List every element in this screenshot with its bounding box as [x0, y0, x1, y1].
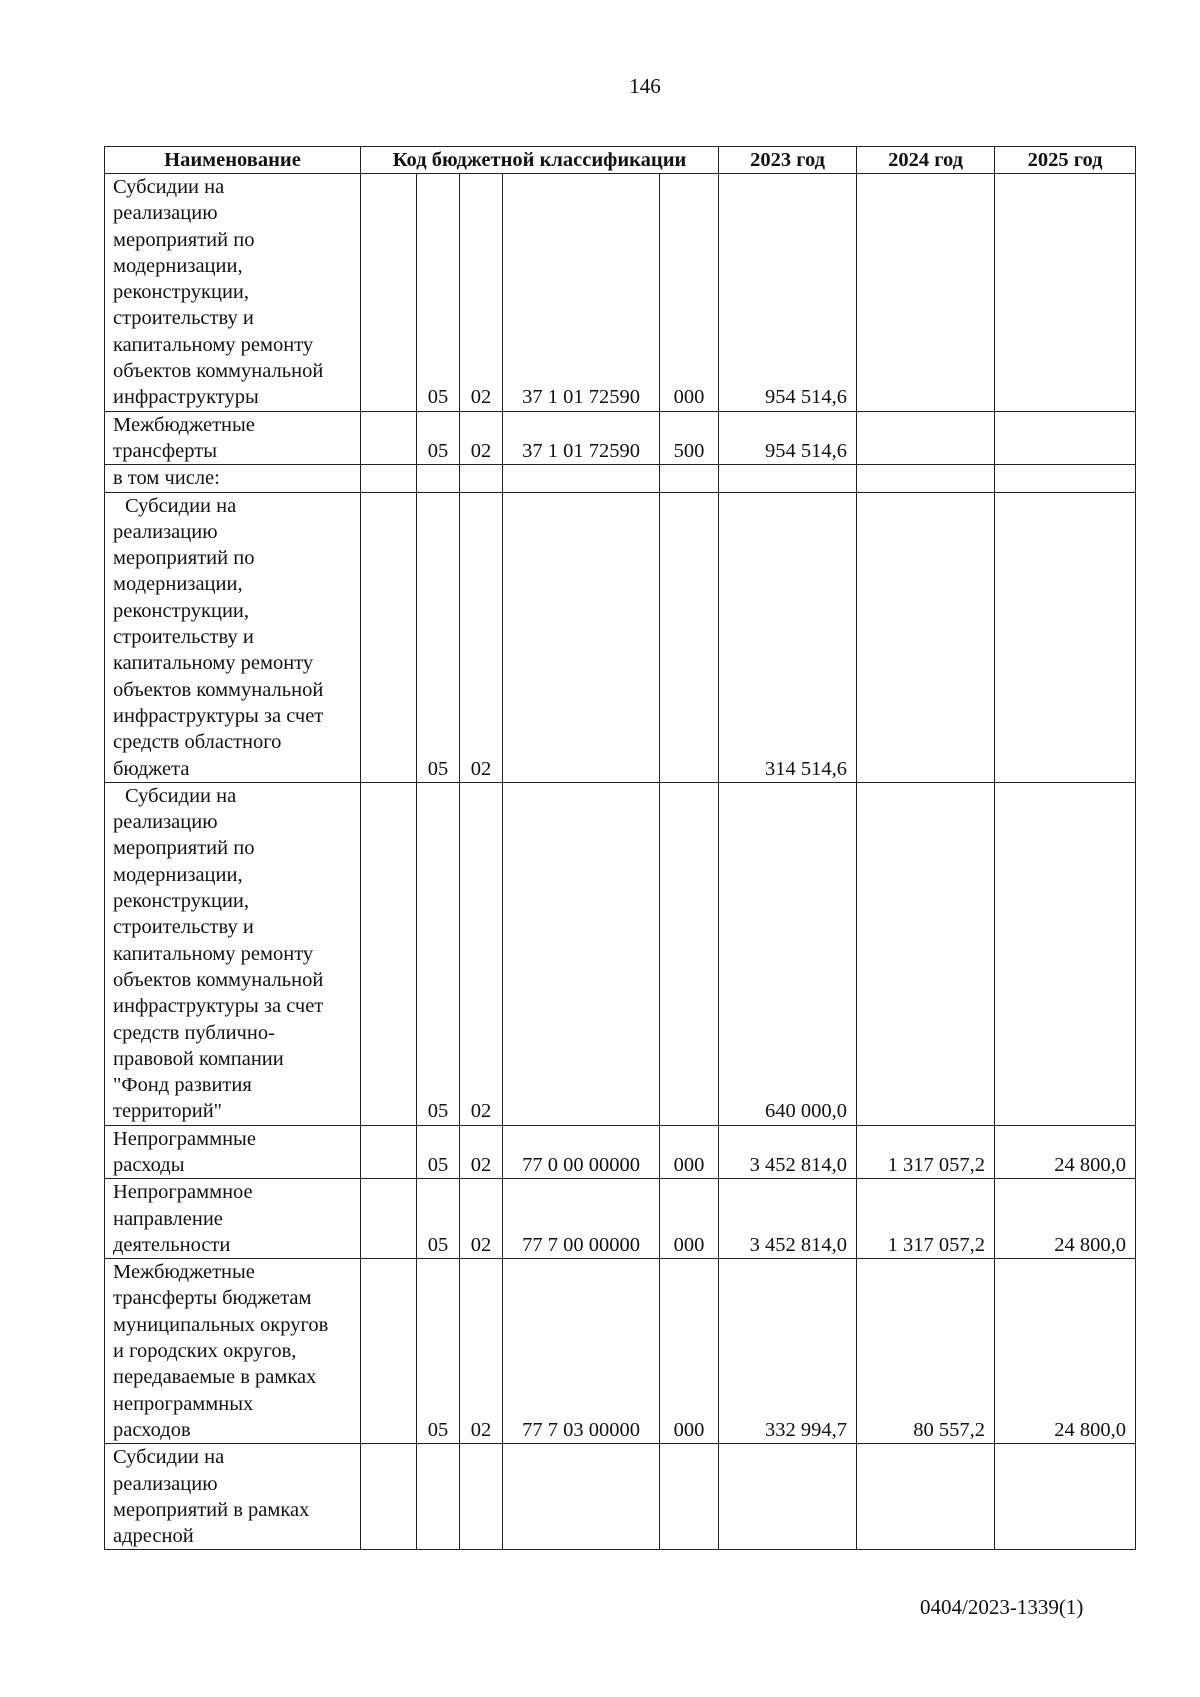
cell-2023: 954 514,6	[719, 174, 857, 412]
cell-name	[105, 411, 361, 465]
cell-name-line: мероприятий по	[113, 547, 255, 570]
cell-subsection	[460, 465, 503, 492]
cell-name-line: реконструкции,	[113, 890, 250, 913]
cell-name-line: объектов коммунальной	[113, 968, 324, 991]
cell-name-line: реализацию	[113, 811, 218, 834]
cell-name-line: Непрограммное	[113, 1181, 253, 1204]
cell-subsection	[460, 1444, 503, 1550]
cell-name-line: Субсидии на	[113, 176, 225, 198]
table-row	[105, 174, 1136, 412]
cell-expense-type	[660, 465, 719, 492]
cell-name-line: реконструкции,	[113, 281, 250, 304]
cell-name-line: инфраструктуры за счет	[113, 704, 324, 727]
cell-name-line: трансферты	[113, 439, 217, 462]
cell-2025	[995, 465, 1136, 492]
cell-name-line: капитальному ремонту	[113, 652, 314, 675]
cell-name-line: Межбюджетные	[113, 1261, 255, 1284]
cell-section: 05	[417, 411, 460, 465]
cell-name-line: "Фонд развития	[113, 1074, 252, 1097]
table-row	[105, 782, 1136, 1125]
cell-subsection: 02	[460, 782, 503, 1125]
cell-name-line: мероприятий по	[113, 837, 255, 860]
cell-name-line: объектов коммунальной	[113, 678, 324, 701]
cell-2024	[857, 782, 995, 1125]
cell-subsection: 02	[460, 174, 503, 412]
cell-section: 05	[417, 174, 460, 412]
document-number: 0404/2023-1339(1)	[920, 1595, 1084, 1619]
cell-gr	[361, 782, 417, 1125]
cell-name-line: мероприятий в рамках	[113, 1498, 310, 1521]
cell-2025: 24 800,0	[995, 1259, 1136, 1444]
cell-target-article: 77 7 03 00000	[503, 1259, 660, 1444]
cell-name-line: строительству и	[113, 626, 254, 649]
cell-2024	[857, 174, 995, 412]
table-row	[105, 492, 1136, 782]
cell-name-line: средств публично-	[113, 1021, 275, 1044]
cell-expense-type: 000	[660, 1259, 719, 1444]
cell-2023	[719, 465, 857, 492]
cell-section: 05	[417, 1259, 460, 1444]
cell-target-article	[503, 1444, 660, 1550]
cell-name-line: реализацию	[113, 520, 218, 543]
cell-gr	[361, 1259, 417, 1444]
cell-2023: 3 452 814,0	[719, 1125, 857, 1179]
table-row	[105, 1125, 1136, 1179]
cell-target-article: 77 0 00 00000	[503, 1125, 660, 1179]
cell-expense-type: 000	[660, 1179, 719, 1259]
cell-name-line: Субсидии на	[113, 1446, 225, 1469]
budget-table	[104, 146, 1136, 1550]
cell-2023	[719, 1444, 857, 1550]
table-row	[105, 1259, 1136, 1444]
cell-name-line: и городских округов,	[113, 1340, 297, 1363]
page-number: 146	[629, 74, 661, 98]
header-code: Код бюджетной классификации	[361, 147, 719, 174]
cell-expense-type: 000	[660, 1125, 719, 1179]
cell-subsection: 02	[460, 492, 503, 782]
cell-2024: 80 557,2	[857, 1259, 995, 1444]
cell-name-line: модернизации,	[113, 254, 243, 277]
cell-section: 05	[417, 1125, 460, 1179]
cell-name-line: в том числе:	[113, 467, 220, 490]
cell-name-line: территорий"	[113, 1100, 223, 1123]
table-row	[105, 1444, 1136, 1550]
cell-name-line: средств областного	[113, 731, 282, 754]
cell-name	[105, 492, 361, 782]
cell-name-line: направление	[113, 1207, 223, 1230]
cell-subsection: 02	[460, 1179, 503, 1259]
cell-name-line: реализацию	[113, 1472, 218, 1495]
cell-2024	[857, 411, 995, 465]
cell-name-line: бюджета	[113, 757, 190, 780]
cell-name-line: расходы	[113, 1153, 185, 1176]
cell-name-line: передаваемые в рамках	[113, 1366, 317, 1389]
cell-name-line: трансферты бюджетам	[113, 1287, 312, 1310]
cell-name	[105, 465, 361, 492]
cell-2024	[857, 465, 995, 492]
cell-name	[105, 1179, 361, 1259]
table-body	[105, 174, 1136, 1550]
cell-name	[105, 782, 361, 1125]
cell-name-line: Субсидии на	[125, 494, 237, 517]
cell-name-line: строительству и	[113, 307, 254, 330]
cell-section	[417, 1444, 460, 1550]
cell-gr	[361, 1444, 417, 1550]
cell-name-line: инфраструктуры	[113, 386, 259, 409]
cell-name	[105, 1444, 361, 1550]
cell-2024: 1 317 057,2	[857, 1179, 995, 1259]
cell-name-line: капитальному ремонту	[113, 333, 314, 356]
cell-subsection: 02	[460, 1259, 503, 1444]
cell-2023: 954 514,6	[719, 411, 857, 465]
cell-gr	[361, 492, 417, 782]
cell-expense-type	[660, 782, 719, 1125]
table-row	[105, 1179, 1136, 1259]
cell-target-article	[503, 465, 660, 492]
cell-name	[105, 1125, 361, 1179]
cell-2025	[995, 174, 1136, 412]
cell-name-line: строительству и	[113, 916, 254, 939]
cell-subsection: 02	[460, 411, 503, 465]
cell-2024	[857, 1444, 995, 1550]
header-2023: 2023 год	[719, 147, 857, 174]
cell-name	[105, 1259, 361, 1444]
cell-name-line: реконструкции,	[113, 599, 250, 622]
cell-name-line: Межбюджетные	[113, 413, 255, 436]
cell-target-article: 77 7 00 00000	[503, 1179, 660, 1259]
cell-2023: 314 514,6	[719, 492, 857, 782]
cell-2025	[995, 782, 1136, 1125]
cell-gr	[361, 174, 417, 412]
cell-gr	[361, 1179, 417, 1259]
cell-section: 05	[417, 492, 460, 782]
cell-expense-type: 500	[660, 411, 719, 465]
cell-name	[105, 174, 361, 412]
header-2025: 2025 год	[995, 147, 1136, 174]
cell-subsection: 02	[460, 1125, 503, 1179]
cell-2025	[995, 492, 1136, 782]
cell-name-line: адресной	[113, 1525, 194, 1548]
header-2024: 2024 год	[857, 147, 995, 174]
cell-2023: 3 452 814,0	[719, 1179, 857, 1259]
cell-gr	[361, 1125, 417, 1179]
cell-name-line: мероприятий по	[113, 228, 255, 251]
cell-name-line: Субсидии на	[125, 784, 237, 807]
cell-2023: 640 000,0	[719, 782, 857, 1125]
cell-target-article	[503, 782, 660, 1125]
cell-name-line: инфраструктуры за счет	[113, 995, 324, 1018]
cell-name-line: объектов коммунальной	[113, 360, 324, 383]
cell-name-line: расходов	[113, 1418, 191, 1441]
header-row	[105, 147, 1136, 174]
table-row	[105, 411, 1136, 465]
cell-2024: 1 317 057,2	[857, 1125, 995, 1179]
cell-section: 05	[417, 782, 460, 1125]
header-name: Наименование	[105, 147, 361, 174]
cell-2025: 24 800,0	[995, 1179, 1136, 1259]
cell-name-line: непрограммных	[113, 1392, 254, 1415]
cell-target-article	[503, 492, 660, 782]
cell-name-line: Непрограммные	[113, 1127, 256, 1150]
cell-expense-type	[660, 1444, 719, 1550]
cell-name-line: капитальному ремонту	[113, 942, 314, 965]
cell-section: 05	[417, 1179, 460, 1259]
cell-2023: 332 994,7	[719, 1259, 857, 1444]
cell-section	[417, 465, 460, 492]
cell-2025: 24 800,0	[995, 1125, 1136, 1179]
cell-name-line: деятельности	[113, 1233, 231, 1256]
cell-gr	[361, 465, 417, 492]
cell-2024	[857, 492, 995, 782]
cell-expense-type: 000	[660, 174, 719, 412]
cell-name-line: реализацию	[113, 202, 218, 225]
cell-target-article: 37 1 01 72590	[503, 411, 660, 465]
cell-target-article: 37 1 01 72590	[503, 174, 660, 412]
cell-expense-type	[660, 492, 719, 782]
cell-name-line: муниципальных округов	[113, 1313, 329, 1336]
cell-2025	[995, 1444, 1136, 1550]
table-row	[105, 465, 1136, 492]
cell-2025	[995, 411, 1136, 465]
cell-name-line: модернизации,	[113, 573, 243, 596]
cell-name-line: модернизации,	[113, 863, 243, 886]
cell-gr	[361, 411, 417, 465]
cell-name-line: правовой компании	[113, 1047, 284, 1070]
